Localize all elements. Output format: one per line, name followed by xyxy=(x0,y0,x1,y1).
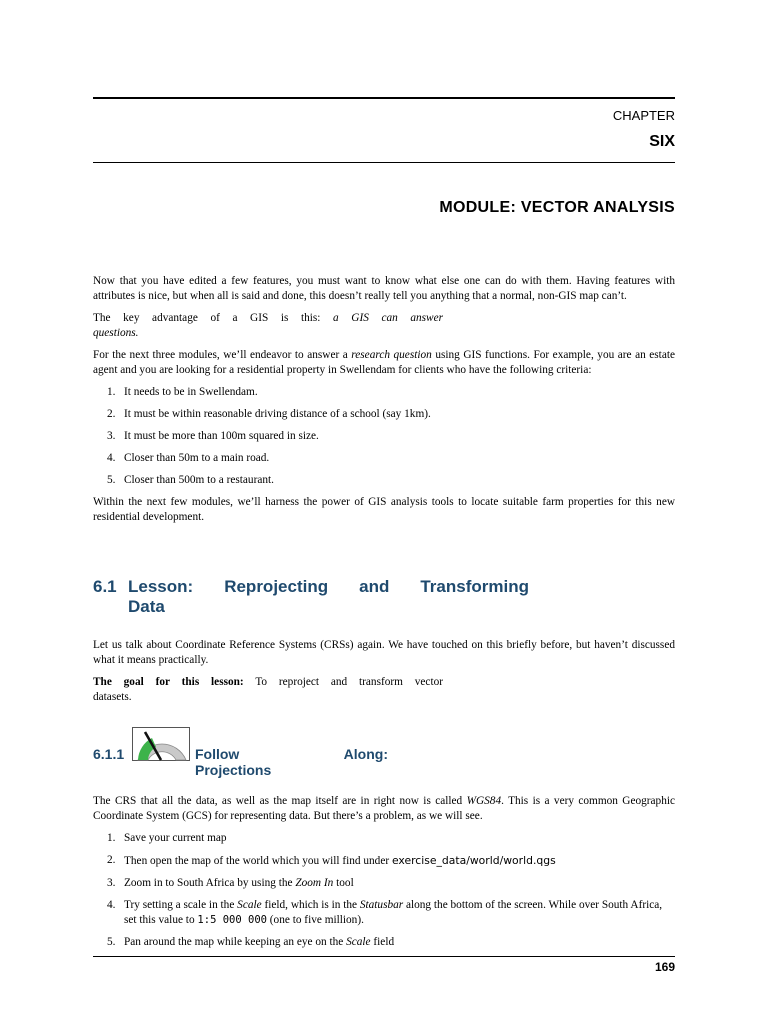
gauge-icon xyxy=(132,727,190,761)
list-item: 4. Closer than 50m to a main road. xyxy=(107,452,270,464)
chapter-label: CHAPTER xyxy=(612,108,675,123)
chapter-rule xyxy=(93,162,675,163)
top-rule xyxy=(93,97,675,99)
list-item: 2. Then open the map of the world which you will find under exercise_data/world/world.qgs xyxy=(107,854,556,867)
subsection-title-line-2: Projections xyxy=(195,762,272,778)
lesson-title-line-1: Lesson: Reprojecting and Transforming xyxy=(128,577,529,596)
chapter-number: SIX xyxy=(649,133,675,150)
lesson-goal: The goal for this lesson: To reproject and transform vector datasets. xyxy=(93,676,443,703)
subsection-title-line-1: Follow Along: xyxy=(195,746,388,762)
lesson-paragraph-1: Let us talk about Coordinate Reference Systems (CRSs) again. We have touched on this briefly before, but haven’t discussed what it means practically. xyxy=(93,639,675,666)
page-number: 169 xyxy=(654,960,675,974)
intro-paragraph-4: Within the next few modules, we’ll harness the power of GIS analysis tools to locate suitable farm properties for this new residential development. xyxy=(93,496,675,523)
criteria-list xyxy=(93,385,675,488)
steps-list xyxy=(93,831,675,950)
intro-section xyxy=(93,274,675,532)
intro-paragraph-3: For the next three modules, we’ll endeavor to answer a research question using GIS functions. For example, you are an estate agent and you are looking for a residential property in Swellendam for clients who have the following criteria: xyxy=(93,349,675,376)
list-item: 3. It must be more than 100m squared in size. xyxy=(107,430,319,442)
file-path: exercise_data/world/world.qgs xyxy=(391,854,556,867)
lesson-heading xyxy=(93,577,529,617)
lesson-number: 6.1 xyxy=(93,577,117,596)
subsection-number: 6.1.1 xyxy=(93,746,125,762)
intro-paragraph-1: Now that you have edited a few features, you must want to know what else one can do with them. Having features with attributes is nice, but when all is said and done, this doesn’t really tell you anything that a normal, non-GIS map can’t. xyxy=(93,275,675,302)
list-item: 5. Closer than 500m to a restaurant. xyxy=(107,474,274,486)
module-title: MODULE: VECTOR ANALYSIS xyxy=(439,199,675,216)
list-item: 5. Pan around the map while keeping an eye on the Scale field xyxy=(107,936,395,948)
list-item: 1. It needs to be in Swellendam. xyxy=(107,386,258,398)
scale-value: 1:5 000 000 xyxy=(197,914,267,926)
intro-paragraph-2: The key advantage of a GIS is this: a GIS can answer questions. xyxy=(93,312,443,339)
lesson-title-line-2: Data xyxy=(128,597,165,616)
lesson-section xyxy=(93,638,675,712)
subsection-body xyxy=(93,794,675,957)
subsection-paragraph-1: The CRS that all the data, as well as the map itself are in right now is called WGS84. This is a very common Geographic Coordinate System (GCS) for representing data. But there’s a problem, as we will see. xyxy=(93,795,676,822)
list-item: 2. It must be within reasonable driving distance of a school (say 1km). xyxy=(107,408,431,420)
footer-rule xyxy=(93,956,675,957)
list-item: 1. Save your current map xyxy=(107,832,227,844)
list-item: 3. Zoom in to South Africa by using the Zoom In tool xyxy=(107,877,354,889)
list-item: 4. Try setting a scale in the Scale field, which is in the Statusbar along the bottom of the screen. While over South Africa, set this value to 1:5 000 000 (one to five million). xyxy=(107,899,663,926)
